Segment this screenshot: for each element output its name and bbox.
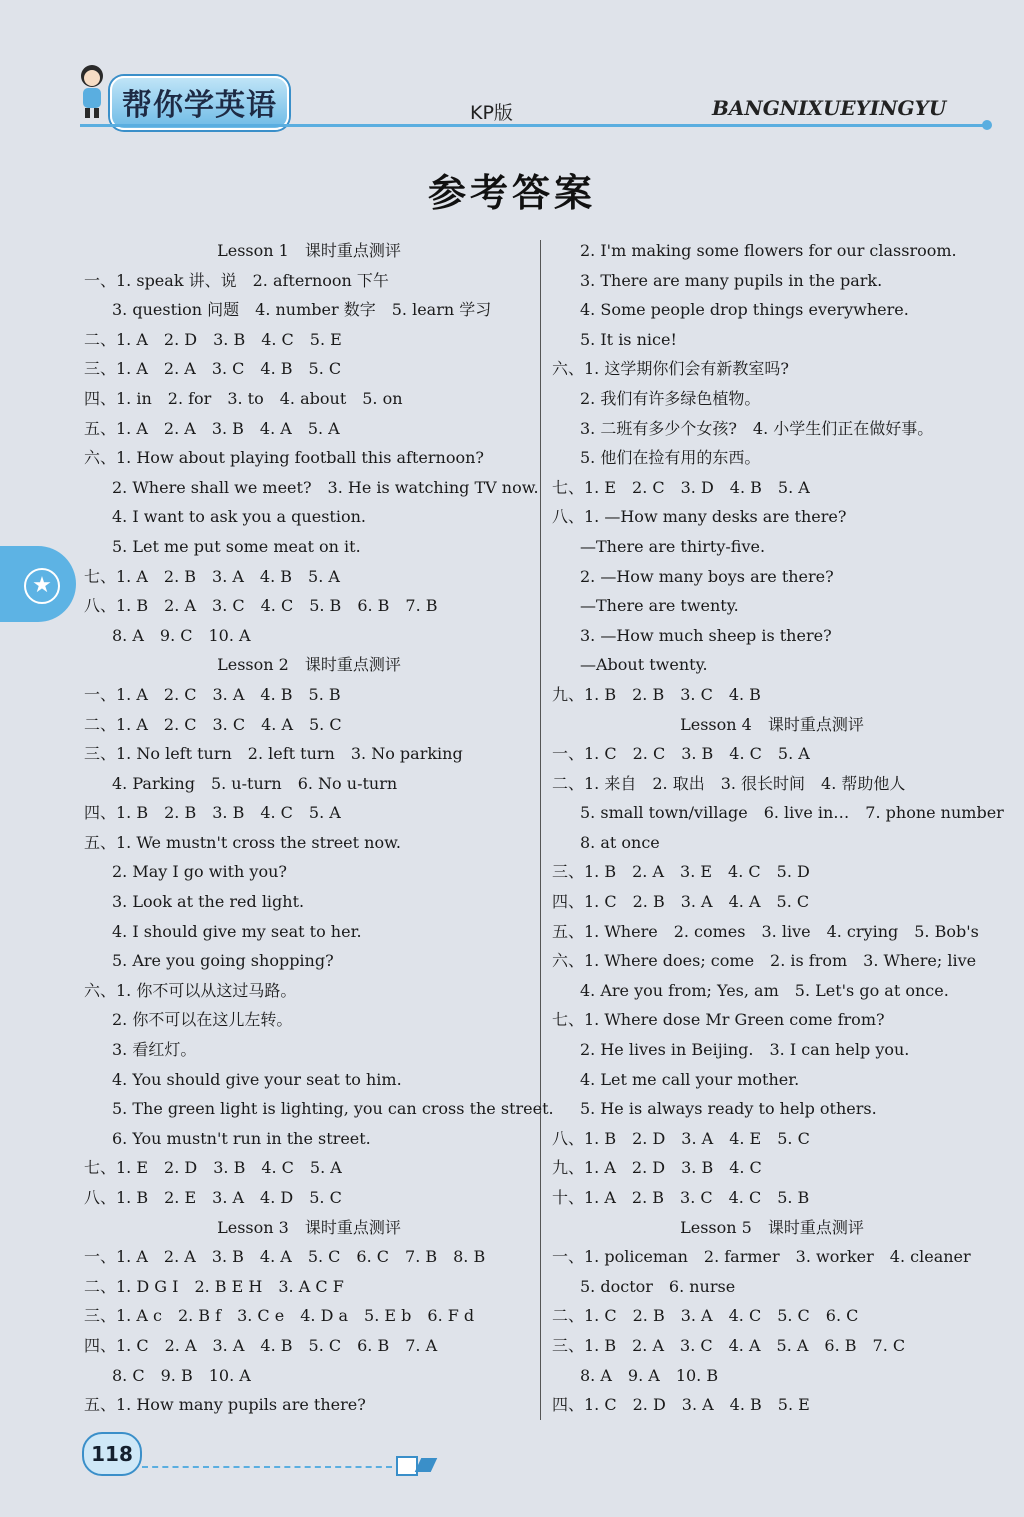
side-tab bbox=[0, 546, 76, 622]
answer-line: 2. I'm making some flowers for our classroom. bbox=[580, 241, 957, 260]
answer-line: 九、1. B 2. B 3. C 4. B bbox=[552, 684, 761, 704]
answer-line: 2. Where shall we meet? 3. He is watching TV now. bbox=[112, 477, 539, 497]
answer-line: 四、1. C 2. D 3. A 4. B 5. E bbox=[552, 1395, 810, 1415]
footer-dashed-rule bbox=[142, 1466, 392, 1468]
answer-line: 五、1. We mustn't cross the street now. bbox=[84, 832, 401, 852]
answer-line: 6. You mustn't run in the street. bbox=[112, 1128, 371, 1148]
answers-left-column bbox=[84, 236, 554, 1420]
answer-line: 4. Parking 5. u-turn 6. No u-turn bbox=[112, 773, 398, 793]
answer-line: 四、1. in 2. for 3. to 4. about 5. on bbox=[84, 388, 403, 408]
answer-line: 五、1. A 2. A 3. B 4. A 5. A bbox=[84, 418, 340, 438]
answer-line: 8. A 9. C 10. A bbox=[112, 625, 251, 645]
answer-line: 二、1. 来自 2. 取出 3. 很长时间 4. 帮助他人 bbox=[552, 773, 906, 793]
book-logo: 帮你学英语 bbox=[110, 76, 289, 130]
brand-pinyin: BANGNIXUEYINGYU bbox=[712, 96, 947, 120]
answer-line: 4. You should give your seat to him. bbox=[112, 1069, 402, 1089]
answer-line: 六、1. Where does; come 2. is from 3. Where; live bbox=[552, 951, 977, 971]
answer-line: 4. Some people drop things everywhere. bbox=[580, 300, 909, 320]
answer-line: 8. A 9. A 10. B bbox=[580, 1365, 719, 1385]
answer-line: 2. 你不可以在这儿左转。 bbox=[112, 1010, 293, 1030]
answer-line: 六、1. 你不可以从这过马路。 bbox=[84, 980, 297, 1000]
answer-line: 2. May I go with you? bbox=[112, 862, 287, 882]
answer-line: 3. question 问题 4. number 数字 5. learn 学习 bbox=[112, 300, 492, 320]
answer-line: 4. I should give my seat to her. bbox=[112, 921, 362, 941]
answer-line: 5. It is nice! bbox=[580, 329, 677, 349]
answer-line: —About twenty. bbox=[580, 655, 708, 675]
lesson-heading: Lesson 5 课时重点测评 bbox=[680, 1217, 864, 1237]
answer-line: 七、1. Where dose Mr Green come from? bbox=[552, 1010, 885, 1030]
lesson-heading: Lesson 3 课时重点测评 bbox=[217, 1217, 401, 1237]
answer-line: 4. Let me call your mother. bbox=[580, 1069, 800, 1089]
answer-line: 八、1. —How many desks are there? bbox=[552, 507, 847, 527]
answer-line: 九、1. A 2. D 3. B 4. C bbox=[552, 1158, 762, 1178]
answer-line: 四、1. C 2. B 3. A 4. A 5. C bbox=[552, 892, 810, 912]
answer-line: 二、1. D G I 2. B E H 3. A C F bbox=[84, 1276, 344, 1296]
header-rule-dot bbox=[982, 120, 992, 130]
edition-label: KP版 bbox=[470, 102, 513, 124]
answer-line: 六、1. 这学期你们会有新教室吗? bbox=[552, 359, 789, 379]
answer-line: 七、1. E 2. C 3. D 4. B 5. A bbox=[552, 477, 810, 497]
answer-line: 4. I want to ask you a question. bbox=[112, 507, 366, 527]
answer-line: 六、1. How about playing football this afternoon? bbox=[84, 448, 484, 468]
answer-line: 8. at once bbox=[580, 832, 660, 852]
answer-line: 3. 看红灯。 bbox=[112, 1040, 197, 1060]
answer-line: 3. 二班有多少个女孩? 4. 小学生们正在做好事。 bbox=[580, 418, 934, 438]
answer-line: 5. The green light is lighting, you can cross the street. bbox=[112, 1099, 554, 1119]
answer-line: 5. Are you going shopping? bbox=[112, 951, 334, 971]
answer-line: 2. He lives in Beijing. 3. I can help you. bbox=[580, 1040, 910, 1060]
answer-line: 一、1. policeman 2. farmer 3. worker 4. cleaner bbox=[552, 1247, 971, 1267]
answer-line: 4. Are you from; Yes, am 5. Let's go at once. bbox=[580, 980, 949, 1000]
answer-line: 8. C 9. B 10. A bbox=[112, 1365, 251, 1385]
answer-line: 5. 他们在捡有用的东西。 bbox=[580, 448, 761, 468]
answer-line: 5. Let me put some meat on it. bbox=[112, 536, 361, 556]
answer-line: 三、1. A 2. A 3. C 4. B 5. C bbox=[84, 359, 342, 379]
star-icon: ★ bbox=[24, 568, 60, 604]
answer-line: 三、1. B 2. A 3. E 4. C 5. D bbox=[552, 862, 810, 882]
lesson-heading: Lesson 4 课时重点测评 bbox=[680, 714, 864, 734]
column-divider bbox=[540, 240, 541, 1420]
answer-line: 5. doctor 6. nurse bbox=[580, 1276, 736, 1296]
answer-line: 四、1. B 2. B 3. B 4. C 5. A bbox=[84, 803, 341, 823]
girl-mascot-icon bbox=[72, 62, 112, 120]
answer-line: 3. —How much sheep is there? bbox=[580, 625, 832, 645]
header-rule bbox=[80, 124, 988, 127]
answer-line: 一、1. A 2. A 3. B 4. A 5. C 6. C 7. B 8. B bbox=[84, 1247, 486, 1267]
answer-line: 5. He is always ready to help others. bbox=[580, 1099, 877, 1119]
answer-line: —There are twenty. bbox=[580, 596, 739, 616]
answer-line: 二、1. A 2. C 3. C 4. A 5. C bbox=[84, 714, 342, 734]
answer-line: —There are thirty-five. bbox=[580, 536, 766, 556]
answer-line: 3. There are many pupils in the park. bbox=[580, 270, 883, 290]
answer-line: 三、1. B 2. A 3. C 4. A 5. A 6. B 7. C bbox=[552, 1335, 906, 1355]
answer-line: 2. 我们有许多绿色植物。 bbox=[580, 388, 761, 408]
answer-line: 一、1. A 2. C 3. A 4. B 5. B bbox=[84, 684, 341, 704]
page-header bbox=[0, 0, 1024, 140]
answer-line: 四、1. C 2. A 3. A 4. B 5. C 6. B 7. A bbox=[84, 1335, 438, 1355]
answer-line: 八、1. B 2. D 3. A 4. E 5. C bbox=[552, 1128, 810, 1148]
answer-line: 二、1. C 2. B 3. A 4. C 5. C 6. C bbox=[552, 1306, 859, 1326]
answer-line: 二、1. A 2. D 3. B 4. C 5. E bbox=[84, 329, 342, 349]
page-number: 118 bbox=[82, 1432, 142, 1476]
answers-right-column bbox=[552, 236, 1004, 1420]
answer-line: 七、1. A 2. B 3. A 4. B 5. A bbox=[84, 566, 340, 586]
answer-line: 一、1. speak 讲、说 2. afternoon 下午 bbox=[84, 270, 389, 290]
footer-arrow-icon bbox=[415, 1458, 438, 1472]
answer-line: 5. small town/village 6. live in… 7. phone number bbox=[580, 803, 1004, 823]
answer-line: 2. —How many boys are there? bbox=[580, 566, 834, 586]
answer-line: 三、1. No left turn 2. left turn 3. No parking bbox=[84, 744, 463, 764]
answer-line: 3. Look at the red light. bbox=[112, 892, 305, 912]
answer-line: 三、1. A c 2. B f 3. C e 4. D a 5. E b 6. F d bbox=[84, 1306, 475, 1326]
lesson-heading: Lesson 1 课时重点测评 bbox=[217, 241, 401, 260]
page-title: 参考答案 bbox=[427, 171, 596, 215]
answer-line: 五、1. Where 2. comes 3. live 4. crying 5. Bob's bbox=[552, 921, 979, 941]
lesson-heading: Lesson 2 课时重点测评 bbox=[217, 655, 401, 675]
answer-line: 五、1. How many pupils are there? bbox=[84, 1395, 366, 1415]
answer-line: 七、1. E 2. D 3. B 4. C 5. A bbox=[84, 1158, 342, 1178]
footer-box-icon bbox=[396, 1456, 418, 1476]
answer-line: 八、1. B 2. E 3. A 4. D 5. C bbox=[84, 1188, 342, 1207]
answer-line: 十、1. A 2. B 3. C 4. C 5. B bbox=[552, 1188, 810, 1207]
answer-line: 八、1. B 2. A 3. C 4. C 5. B 6. B 7. B bbox=[84, 596, 438, 616]
answer-line: 一、1. C 2. C 3. B 4. C 5. A bbox=[552, 744, 810, 764]
